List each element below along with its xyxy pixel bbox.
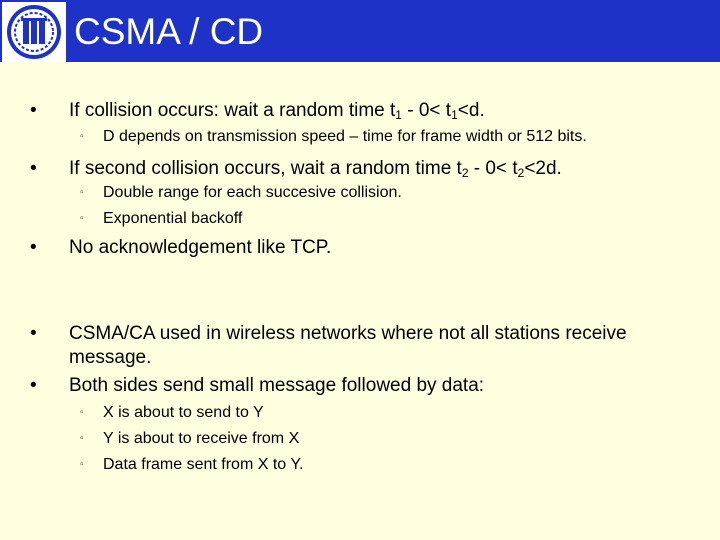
sub-bullet-icon: ▫	[80, 131, 84, 142]
sub-bullet-icon: ▫	[80, 433, 84, 444]
sub-bullet-icon: ▫	[80, 407, 84, 418]
sub-bullet-text: X is about to send to Y	[103, 404, 264, 421]
bullet-dot: •	[30, 375, 37, 396]
sub-bullet-text: Exponential backoff	[103, 210, 243, 227]
sub-bullet-icon: ▫	[80, 459, 84, 470]
bullet-text: message.	[69, 347, 152, 368]
title-bar	[0, 0, 720, 62]
bullet-text: No acknowledgement like TCP.	[69, 237, 332, 258]
sub-bullet-text: Double range for each succesive collision.	[103, 184, 402, 201]
bullet-text: If collision occurs: wait a random time $t_1 - 0< t_1<d$.	[69, 100, 485, 122]
bullet-text: If second collision occurs, wait a random time $t_2 - 0< t_2<2d$.	[69, 158, 562, 180]
bullet-dot: •	[30, 100, 37, 121]
sub-bullet-icon: ▫	[80, 213, 84, 224]
bullet-text: CSMA/CA used in wireless networks where not all stations receive	[69, 323, 627, 344]
bullet-dot: •	[30, 237, 37, 258]
bullet-dot: •	[30, 158, 37, 179]
bullet-dot: •	[30, 323, 37, 344]
sub-bullet-text: D depends on transmission speed – time for frame width or 512 bits.	[103, 128, 587, 145]
sub-bullet-text: Data frame sent from X to Y.	[103, 456, 304, 473]
sub-bullet-text: Y is about to receive from X	[103, 430, 300, 447]
sub-bullet-icon: ▫	[80, 187, 84, 198]
university-seal-icon	[2, 2, 66, 62]
bullet-text: Both sides send small message followed by data:	[69, 375, 485, 396]
slide-title: CSMA / CD	[74, 11, 264, 52]
